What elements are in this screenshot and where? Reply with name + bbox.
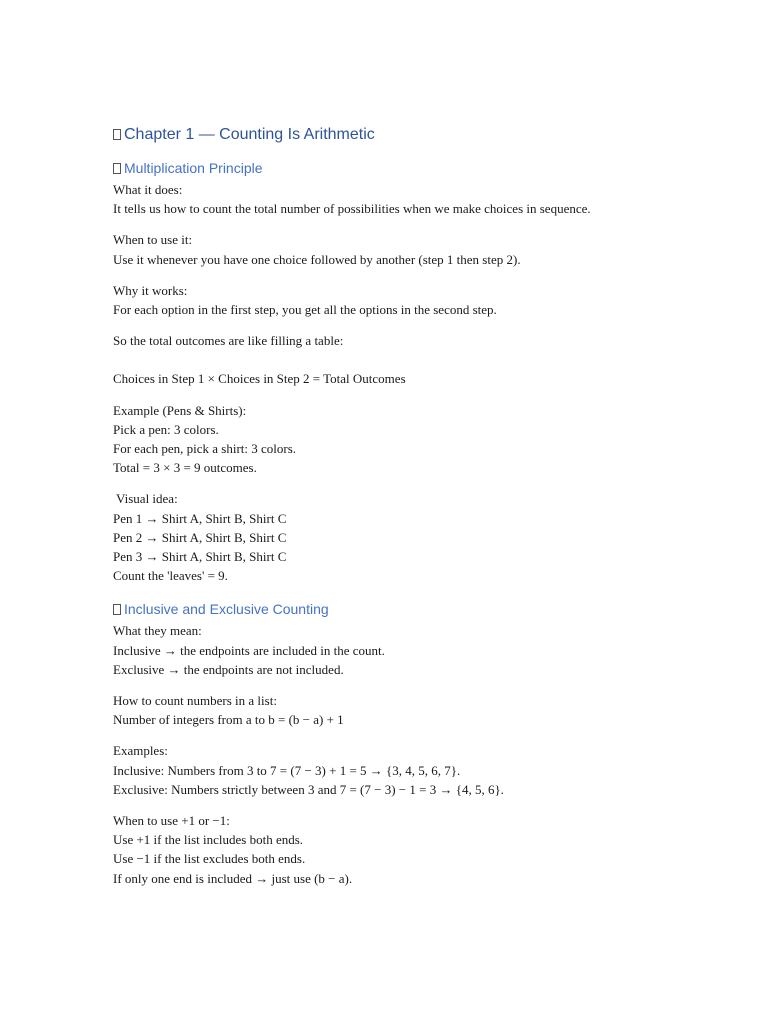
section-title: Inclusive and Exclusive Counting (124, 601, 329, 618)
section-heading-multiplication (113, 158, 713, 178)
paragraph-line: For each option in the first step, you get all the options in the second step. (113, 302, 497, 318)
chapter-title: Chapter 1 — Counting Is Arithmetic (124, 126, 375, 143)
document-content (113, 124, 713, 900)
paragraph-line: Exclusive: Numbers strictly between 3 and 7 = (7 − 3) − 1 = 3 → {4, 5, 6}. (113, 781, 504, 797)
missing-glyph-icon (113, 163, 121, 174)
paragraph-line: What it does: (113, 182, 183, 197)
paragraph-line: What they mean: (113, 623, 202, 639)
paragraph-what-it-does (113, 180, 713, 218)
chapter-heading (113, 124, 713, 146)
paragraph-line: Example (Pens & Shirts): (113, 402, 247, 418)
section-title: Multiplication Principle (124, 160, 263, 176)
paragraph-line: Pen 3 → Shirt A, Shirt B, Shirt C (113, 549, 287, 565)
paragraph-line: Exclusive → the endpoints are not included. (113, 661, 344, 677)
paragraph-line: If only one end is included → just use (b − a). (113, 870, 353, 886)
formula-line: Choices in Step 1 × Choices in Step 2 = Total Outcomes (113, 371, 406, 387)
paragraph-line: So the total outcomes are like filling a table: (113, 333, 344, 349)
paragraph-line: Examples: (113, 743, 168, 759)
missing-glyph-icon (113, 129, 121, 140)
paragraph-line: Use +1 if the list includes both ends. (113, 832, 304, 848)
section-heading-inclusive-exclusive (113, 599, 713, 619)
paragraph-formula (113, 369, 713, 388)
paragraph-line: For each pen, pick a shirt: 3 colors. (113, 441, 297, 457)
missing-glyph-icon (113, 604, 121, 615)
paragraph-when-to-use (113, 230, 713, 268)
paragraph-line: Pen 2 → Shirt A, Shirt B, Shirt C (113, 529, 287, 545)
paragraph-when-plus-minus (113, 811, 713, 888)
paragraph-line: When to use it: (113, 232, 193, 248)
paragraph-line: How to count numbers in a list: (113, 693, 277, 709)
paragraph-line: Inclusive: Numbers from 3 to 7 = (7 − 3) + 1 = 5 → {3, 4, 5, 6, 7}. (113, 762, 461, 778)
paragraph-line: Count the 'leaves' = 9. (113, 568, 228, 584)
paragraph-line: Pick a pen: 3 colors. (113, 421, 219, 437)
paragraph-line: Use it whenever you have one choice followed by another (step 1 then step 2). (113, 251, 521, 267)
paragraph-what-they-mean (113, 621, 713, 679)
paragraph-line: Total = 3 × 3 = 9 outcomes. (113, 460, 257, 476)
paragraph-example (113, 401, 713, 478)
paragraph-why-it-works (113, 281, 713, 319)
paragraph-line: Why it works: (113, 282, 188, 298)
paragraph-line: When to use +1 or −1: (113, 813, 230, 829)
paragraph-line: Pen 1 → Shirt A, Shirt B, Shirt C (113, 510, 287, 526)
paragraph-examples (113, 741, 713, 799)
paragraph-line: Inclusive → the endpoints are included in the count. (113, 642, 385, 658)
paragraph-line: Number of integers from a to b = (b − a) + 1 (113, 712, 344, 728)
paragraph-table-intro (113, 331, 713, 350)
paragraph-line: Use −1 if the list excludes both ends. (113, 851, 306, 867)
paragraph-line: Visual idea: (113, 491, 178, 507)
paragraph-line: It tells us how to count the total number of possibilities when we make choices in sequence. (113, 201, 591, 217)
paragraph-how-to-count (113, 691, 713, 729)
paragraph-visual-idea (113, 489, 713, 585)
